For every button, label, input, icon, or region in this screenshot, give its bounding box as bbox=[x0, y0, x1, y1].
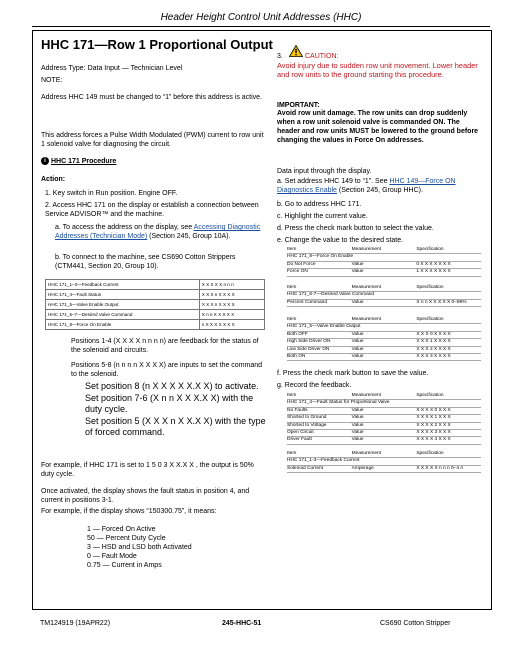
table-row bbox=[46, 320, 265, 330]
note-text: Address HHC 149 must be changed to “1” before this address is active. bbox=[41, 94, 262, 101]
right-step-b: b. Go to address HHC 171. bbox=[277, 201, 362, 208]
table-cell: X X X X X n n n bbox=[199, 280, 264, 290]
data-input-text: Data input through the display. bbox=[277, 168, 372, 175]
table-cell: HHC 171_4—Fault Status bbox=[46, 290, 200, 300]
address-table bbox=[45, 279, 265, 330]
table-row: Shorted to Voltage Value X X X X 2 X X X bbox=[287, 423, 481, 430]
content-frame bbox=[32, 30, 492, 610]
meaning-list bbox=[87, 525, 267, 570]
procedure-heading[interactable] bbox=[41, 157, 116, 166]
table-row: Shorted to Ground Value X X X X 1 X X X bbox=[287, 415, 481, 422]
table-row: Open Circuit Value X X X X 3 X X X bbox=[287, 430, 481, 437]
table-cell: n X X X X X X X bbox=[199, 320, 264, 330]
table-cell: X X X n X X X X bbox=[199, 300, 264, 310]
substep-a: a. To access the address on the display, see Accessing Diagnostic Addresses (Technician Mode) (Section 245, Group 10A). bbox=[55, 224, 261, 240]
set-position-8: Set position 8 (n X X X X X.X X) to activate. bbox=[85, 381, 259, 391]
table-row: Percent Command Value X n n X X X X X 0–99% bbox=[287, 300, 481, 307]
right-step-f: f. Press the check mark button to save the value. bbox=[277, 370, 429, 377]
table-cell: X n n X X X X X bbox=[199, 310, 264, 320]
step-1: 1. Key switch in Run position. Engine OFF. bbox=[45, 190, 178, 197]
fault-status-table bbox=[287, 393, 481, 445]
table-cell: HHC 171_5—Valve Enable Output bbox=[46, 300, 200, 310]
pwm-text: This address forces a Pulse Width Modulated (PWM) current to row unit 1 solenoid valve for diagnosing the circuit. bbox=[41, 132, 264, 148]
table-subheader: HHC 171_8—Force On Enable bbox=[287, 254, 481, 261]
table-row: Low Side Driver ON Value X X X 2 X X X X bbox=[287, 347, 481, 354]
table-header: Item Measurement Specification bbox=[287, 393, 481, 400]
table-row: High Side Driver ON Value X X X 1 X X X X bbox=[287, 339, 481, 346]
caution-text: Avoid injury due to sudden row unit movement. Lower header and row units to the ground starting this procedure. bbox=[277, 61, 478, 79]
table-cell: HHC 171_1–3—Feedback Current bbox=[46, 280, 200, 290]
important-label: IMPORTANT: bbox=[277, 102, 320, 109]
caution-title: CAUTION: bbox=[305, 53, 339, 60]
action-label: Action: bbox=[41, 176, 66, 183]
table-row bbox=[46, 280, 265, 290]
substep-b: b. To connect to the machine, see CS690 Cotton Strippers (CTM441, Section 20, Group 10). bbox=[55, 254, 236, 270]
footer-page-number: 245-HHC-51 bbox=[222, 620, 262, 627]
info-icon: i bbox=[41, 157, 49, 165]
right-step-c: c. Highlight the current value. bbox=[277, 213, 368, 220]
set-position-7-6: Set position 7-6 (X n n X X X.X X) with the duty cycle. bbox=[85, 393, 254, 414]
right-step-e: e. Change the value to the desired state. bbox=[277, 237, 404, 244]
page-title: HHC 171—Row 1 Proportional Output bbox=[41, 37, 273, 52]
table-row: Driver Fault Value X X X X 4 X X X bbox=[287, 437, 481, 444]
address-type: Address Type: Data Input — Technician Level bbox=[41, 65, 183, 72]
warning-icon bbox=[289, 45, 303, 57]
table-row bbox=[46, 300, 265, 310]
list-item: 50 — Percent Duty Cycle bbox=[87, 535, 166, 542]
example-1: For example, if HHC 171 is set to 1 5 0 3 X X.X X , the output is 50% duty cycle. bbox=[41, 462, 254, 478]
table-row bbox=[46, 290, 265, 300]
set-position-5: Set position 5 (X X X n X X.X X) with the type of forced command. bbox=[85, 416, 266, 437]
table-header: Item Measurement Specification bbox=[287, 317, 481, 324]
table-header: Item Measurement Specification bbox=[287, 285, 481, 292]
valve-enable-table bbox=[287, 317, 481, 361]
force-on-table bbox=[287, 247, 481, 277]
table-cell: HHC 171_8—Force On Enable bbox=[46, 320, 200, 330]
table-row: Force ON Value 1 X X X X X X X bbox=[287, 269, 481, 276]
footer-doc-id: TM124919 (19APR22) bbox=[40, 620, 111, 627]
table-subheader: HHC 171_5—Valve Enable Output bbox=[287, 324, 481, 331]
right-step-g: g. Record the feedback. bbox=[277, 382, 352, 389]
table-subheader: HHC 171_6-7—Desired Valve Command bbox=[287, 292, 481, 299]
note-label: NOTE: bbox=[41, 77, 63, 84]
table-header: Item Measurement Specification bbox=[287, 247, 481, 254]
example-2: Once activated, the display shows the fault status in position 4, and current in positions 3-1. bbox=[41, 488, 250, 504]
positions-5-8: Positions 5-8 (n n n n X X X X) are inputs to set the command to the solenoid. bbox=[71, 362, 263, 378]
list-item: 0.75 — Current in Amps bbox=[87, 562, 162, 569]
list-item: 3 — HSD and LSD both Activated bbox=[87, 544, 192, 551]
table-row: Both ON Value X X X 3 X X X X bbox=[287, 354, 481, 361]
right-step-d: d. Press the check mark button to select the value. bbox=[277, 225, 434, 232]
table-cell: HHC 171_6–7—Desired Valve Command bbox=[46, 310, 200, 320]
list-item: 0 — Fault Mode bbox=[87, 553, 137, 560]
table-header: Item Measurement Specification bbox=[287, 451, 481, 458]
hhc-149-link[interactable]: HHC 149—Force ON Diagnostics Enable bbox=[277, 178, 456, 194]
important-text: Avoid row unit damage. The row units can drop suddenly when a row unit solenoid valve is commanded ON. The header and row units MUST be lowered to the ground before changing the values in Force On addresses. bbox=[277, 110, 479, 144]
caution-step-number: 3. bbox=[277, 53, 283, 60]
list-item: 1 — Forced On Active bbox=[87, 526, 156, 533]
positions-1-4: Positions 1-4 (X X X X n n n n) are feedback for the status of the solenoid and circuits. bbox=[71, 338, 259, 354]
right-step-a: a. Set address HHC 149 to “1”. See HHC 149—Force ON Diagnostics Enable (Section 245, Group HHC). bbox=[277, 178, 456, 194]
footer-product: CS690 Cotton Stripper bbox=[380, 620, 451, 627]
table-row: No Faults Value X X X X 0 X X X bbox=[287, 408, 481, 415]
table-subheader: HHC 171_4—Fault Status for Proportional Valve bbox=[287, 400, 481, 407]
table-row: Do Not Force Value 0 X X X X X X X bbox=[287, 262, 481, 269]
step-2: 2. Access HHC 171 on the display or establish a connection between Service ADVISOR™ and the machine. bbox=[45, 202, 259, 218]
table-row bbox=[46, 310, 265, 320]
accessing-diagnostic-link[interactable]: Accessing Diagnostic Addresses (Technician Mode) bbox=[55, 224, 261, 240]
table-subheader: HHC 171_1-3—Feedback Current bbox=[287, 458, 481, 465]
feedback-current-table bbox=[287, 451, 481, 473]
procedure-link[interactable]: HHC 171 Procedure bbox=[50, 158, 117, 165]
page-header: Header Height Control Unit Addresses (HHC) bbox=[32, 12, 490, 27]
table-row: Solenoid Current Amperage X X X X X n n n 0–4 A bbox=[287, 466, 481, 473]
example-3: For example, if the display shows “150300.75”, it means: bbox=[41, 508, 217, 515]
desired-command-table bbox=[287, 285, 481, 307]
table-row: Both OFF Value X X X 0 X X X X bbox=[287, 332, 481, 339]
table-cell: X X X n X X X X bbox=[199, 290, 264, 300]
